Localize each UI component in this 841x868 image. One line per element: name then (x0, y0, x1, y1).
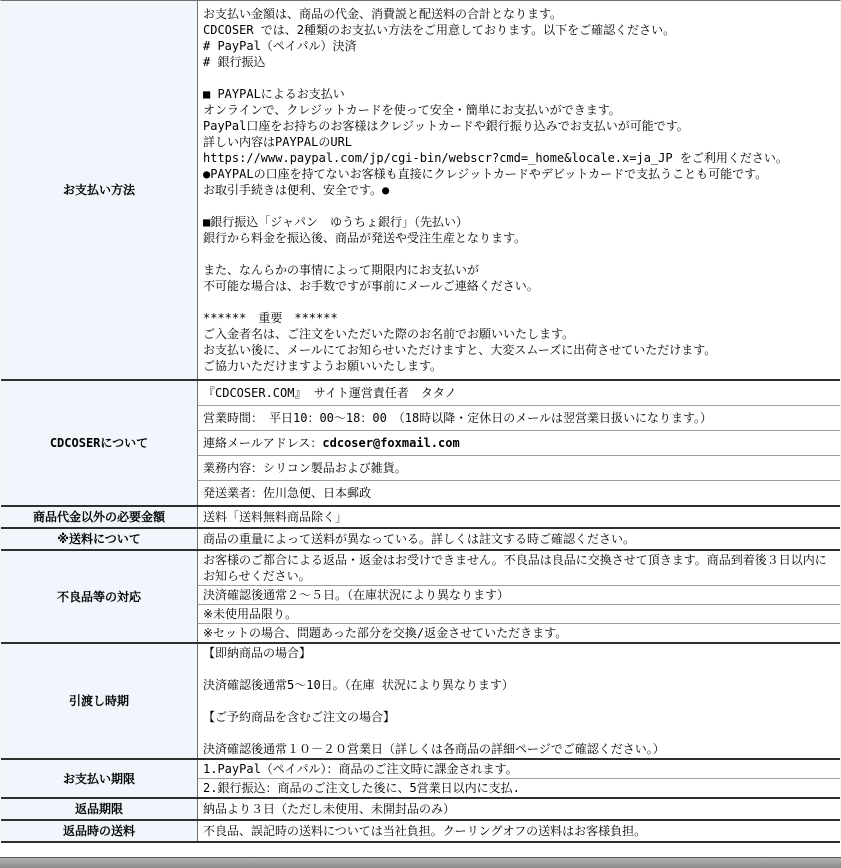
text-line: お客様のご都合による返品・返金はお受けできません。不良品は良品に交換させて頂きます。商品到着後３日以内にお知らせください。 (203, 553, 827, 583)
cell-about-cdcoser-1 (198, 406, 840, 431)
row-header-payment-deadline: お支払い期限 (1, 760, 198, 797)
row-defective-items (1, 551, 840, 644)
row-body-shipping-fee (198, 529, 840, 549)
row-shipping-fee (1, 529, 840, 551)
text-line: https://www.paypal.com/jp/cgi-bin/webscr?cmd=_home&locale.x=ja_JP をご利用ください。 (203, 151, 788, 165)
text-line: ****** 重要 ****** (203, 311, 338, 325)
row-header-defective-items: 不良品等の対応 (1, 551, 198, 642)
row-header-return-deadline: 返品期限 (1, 799, 198, 819)
text-line: 業務内容：シリコン製品および雑貨。 (203, 461, 407, 475)
cell-about-cdcoser-4 (198, 481, 840, 505)
row-about-cdcoser (1, 381, 840, 507)
text-line: お取引手続きは便利、安全です。● (203, 183, 390, 197)
text-line (203, 435, 835, 451)
text-line: 不可能な場合は、お手数ですが事前にメールご連絡ください。 (203, 279, 539, 293)
row-header-about-cdcoser: CDCOSERについて (1, 381, 198, 505)
row-body-delivery-time (198, 644, 840, 758)
text-line: 【ご予約商品を含むご注文の場合】 (203, 710, 396, 724)
row-payment-method (1, 1, 840, 381)
row-return-deadline (1, 799, 840, 821)
text-line: 決済確認後通常5～10日。（在庫 状況により異なります） (203, 678, 514, 692)
row-header-return-shipping: 返品時の送料 (1, 821, 198, 841)
cell-return-deadline-0 (198, 799, 840, 819)
text-line (203, 246, 835, 262)
cell-delivery-time-0 (198, 644, 840, 758)
text-line: オンラインで、クレジットカードを使って安全・簡単にお支払いができます。 (203, 103, 621, 117)
text-line: お支払い金額は、商品の代金、消費説と配送料の合計となります。 (203, 7, 563, 21)
text-line: 銀行から料金を振込後、商品が発送や受注生産となります。 (203, 231, 527, 245)
text-line: # PayPal（ペイパル）決済 (203, 39, 357, 53)
cell-payment-method-0 (198, 1, 840, 379)
text-line: 納品より３日（ただし未使用、未開封品のみ） (203, 802, 456, 816)
text-segment: 連絡メールアドレス： (203, 436, 323, 450)
email-address: cdcoser@foxmail.com (322, 436, 460, 450)
cell-about-cdcoser-3 (198, 456, 840, 481)
text-line: お支払い後に、メールにてお知らせいただけますと、大変スムーズに出荷させていただけます。 (203, 343, 717, 357)
text-line: 送料「送料無料商品除く」 (203, 510, 348, 524)
text-line (203, 725, 835, 741)
row-payment-deadline (1, 760, 840, 799)
text-line: ※未使用品限り。 (203, 607, 298, 621)
cell-about-cdcoser-2 (198, 431, 840, 456)
row-body-defective-items (198, 551, 840, 642)
text-line: ご入金者名は、ご注文をいただいた際のお名前でお願いいたします。 (203, 327, 575, 341)
row-body-extra-charges (198, 507, 840, 527)
row-return-shipping (1, 821, 840, 843)
text-line: PayPal口座をお持ちのお客様はクレジットカードや銀行振り込みでお支払いが可能です。 (203, 119, 689, 133)
cell-shipping-fee-0 (198, 529, 840, 549)
text-line: ※セットの場合、問題あった部分を交換/返金させていただきます。 (203, 626, 568, 640)
text-line: CDCOSER では、2種類のお支払い方法をご用意しております。以下をご確認ください。 (203, 23, 676, 37)
row-delivery-time (1, 644, 840, 760)
row-body-return-shipping (198, 821, 840, 841)
row-body-about-cdcoser (198, 381, 840, 505)
row-extra-charges (1, 507, 840, 529)
text-line: ■銀行振込「ジャパン ゆうちょ銀行」（先払い） (203, 215, 468, 229)
row-header-delivery-time: 引渡し時期 (1, 644, 198, 758)
text-line: ■ PAYPALによるお支払い (203, 87, 345, 101)
text-line: 決済確認後通常１０－２０営業日（詳しくは各商品の詳細ページでご確認ください。） (203, 742, 665, 756)
cell-payment-deadline-1 (198, 779, 840, 797)
text-line: 発送業者：佐川急便、日本郵政 (203, 486, 372, 500)
text-line (203, 693, 835, 709)
text-line (203, 661, 835, 677)
cell-return-shipping-0 (198, 821, 840, 841)
row-body-return-deadline (198, 799, 840, 819)
cell-defective-items-1 (198, 586, 840, 605)
cell-about-cdcoser-0 (198, 381, 840, 406)
cell-extra-charges-0 (198, 507, 840, 527)
row-header-shipping-fee: ※送料について (1, 529, 198, 549)
text-line: 【即納商品の場合】 (203, 646, 312, 660)
text-line: また、なんらかの事情によって期限内にお支払いが (203, 263, 480, 277)
row-body-payment-deadline (198, 760, 840, 797)
text-line: 詳しい内容はPAYPALのURL (203, 135, 353, 149)
cell-defective-items-3 (198, 624, 840, 642)
horizontal-scrollbar[interactable] (0, 857, 841, 868)
cell-defective-items-2 (198, 605, 840, 624)
row-body-payment-method (198, 1, 840, 379)
text-line: 2.銀行振込：商品のご注文した後に、5営業日以内に支払. (203, 781, 520, 795)
cell-defective-items-0 (198, 551, 840, 586)
text-line (203, 294, 835, 310)
text-line: ご協力いただけますようお願いいたします。 (203, 359, 443, 373)
text-line: 『CDCOSER.COM』 サイト運営責任者 タタノ (203, 386, 457, 400)
text-line (203, 70, 835, 86)
row-header-extra-charges: 商品代金以外の必要金額 (1, 507, 198, 527)
row-header-payment-method: お支払い方法 (1, 1, 198, 379)
text-line: 不良品、誤記時の送料については当社負担。クーリングオフの送料はお客様負担。 (203, 824, 647, 838)
text-line (203, 198, 835, 214)
text-line: 決済確認後通常２～５日。（在庫状況により異なります） (203, 588, 510, 602)
text-line: 商品の重量によって送料が異なっている。詳しくは註文する時ご確認ください。 (203, 532, 636, 546)
cell-payment-deadline-0 (198, 760, 840, 779)
text-line: 1.PayPal（ペイパル）：商品のご注文時に課金されます。 (203, 762, 518, 776)
text-line: 営業時間： 平日10：00～18：00 （18時以降・定休日のメールは翌営業日扱いになります。） (203, 411, 713, 425)
text-line: ●PAYPALの口座を持てないお客様も直接にクレジットカードやデビットカードで支払うことも可能です。 (203, 167, 768, 181)
text-line: # 銀行振込 (203, 55, 266, 69)
